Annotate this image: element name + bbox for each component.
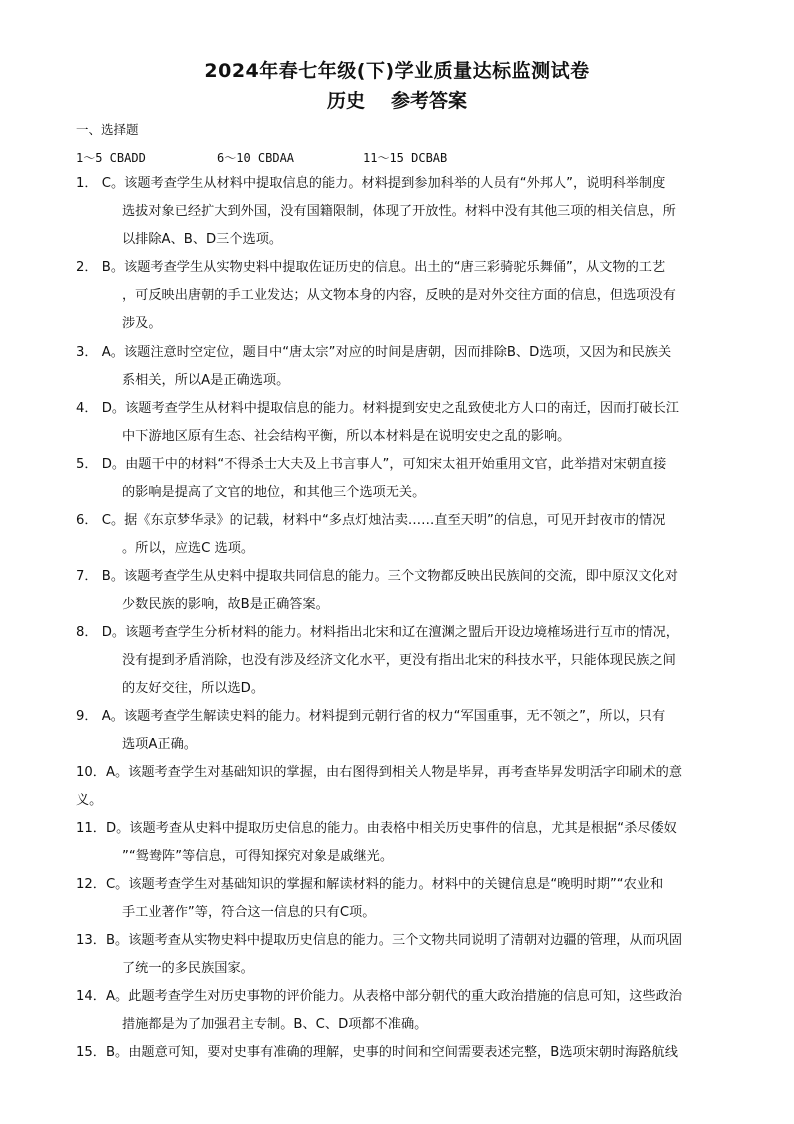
answer-item: [76, 395, 720, 451]
answer-line: ”“鸳鸯阵”等信息，可得知探究对象是戚继光。: [122, 849, 394, 865]
answer-line: 少数民族的影响，故B是正确答案。: [122, 597, 329, 613]
document-subtitle: [0, 86, 794, 113]
answer-line: 14．A。此题考查学生对历史事物的评价能力。从表格中部分朝代的重大政治措施的信息可知，这些政治: [76, 989, 683, 1004]
answer-key-group: 6～10 CBDAA: [217, 151, 295, 165]
answer-line: 7． B。该题考查学生从史料中提取共同信息的能力。三个文物都反映出民族间的交流，即中原汉文化对: [76, 569, 678, 584]
answer-item: [76, 170, 720, 255]
answer-key-group: 1～5 CBADD: [76, 151, 146, 165]
answer-line: 8． D。该题考查学生分析材料的能力。材料指出北宋和辽在澶渊之盟后开设边境榷场进行互市的情况，: [76, 625, 679, 640]
answer-line: 的影响是提高了文官的地位，和其他三个选项无关。: [122, 485, 426, 501]
answer-line: 10．A。该题考查学生对基础知识的掌握，由右图得到相关人物是毕昇，再考查毕昇发明活字印刷术的意: [76, 765, 683, 780]
answer-line: ，可反映出唐朝的手工业发达；从文物本身的内容，反映的是对外交往方面的信息，但选项没有: [122, 288, 676, 304]
answer-line: 义。: [76, 793, 103, 809]
answer-line: 3． A。该题注意时空定位，题目中“唐太宗”对应的时间是唐朝，因而排除B、D选项，又因为和民族关: [76, 345, 672, 360]
answer-item: [76, 703, 720, 759]
answer-line: 1． C。该题考查学生从材料中提取信息的能力。材料提到参加科举的人员有“外邦人”，说明科举制度: [76, 176, 666, 191]
section-heading: 一、选择题: [76, 122, 139, 137]
answer-line: 9． A。该题考查学生解读史料的能力。材料提到元朝行省的权力“军国重事，无不领之”，所以，只有: [76, 709, 666, 724]
answer-line: 的友好交往，所以选D。: [122, 681, 265, 697]
answer-item: [76, 507, 720, 563]
answer-line: 手工业著作”等，符合这一信息的只有C项。: [122, 905, 376, 921]
answer-line: 4． D。该题考查学生从材料中提取信息的能力。材料提到安史之乱致使北方人口的南迁，因而打破长江: [76, 401, 679, 416]
answer-item: [76, 983, 720, 1039]
answer-item: [76, 927, 720, 983]
answer-item: [76, 563, 720, 619]
answer-item: [76, 619, 720, 704]
answer-line: 措施都是为了加强君主专制。B、C、D项都不准确。: [122, 1017, 428, 1033]
subject-label: 历史: [326, 90, 365, 112]
answer-line: 涉及。: [122, 316, 162, 332]
answer-line: 中下游地区原有生态、社会结构平衡，所以本材料是在说明安史之乱的影响。: [122, 429, 571, 445]
answer-line: 选项A正确。: [122, 737, 197, 753]
answer-line: 12．C。该题考查学生对基础知识的掌握和解读材料的能力。材料中的关键信息是“晚明时期”“农业和: [76, 877, 664, 892]
answer-line: 13．B。该题考查从实物史料中提取历史信息的能力。三个文物共同说明了清朝对边疆的管理，从而巩固: [76, 933, 683, 948]
answer-item: [76, 871, 720, 927]
answer-line: 5． D。由题干中的材料“不得杀士大夫及上书言事人”，可知宋太祖开始重用文官，此举措对宋朝直接: [76, 457, 667, 472]
answer-item: [76, 254, 720, 339]
answer-line: 了统一的多民族国家。: [122, 961, 254, 977]
answer-line: 6． C。据《东京梦华录》的记载，材料中“多点灯烛沽卖……直至天明”的信息，可见开封夜市的情况: [76, 513, 666, 528]
answer-item: [76, 759, 720, 815]
document-title: 2024年春七年级(下)学业质量达标监测试卷: [204, 60, 590, 82]
answer-line: 。所以，应选C 选项。: [122, 541, 255, 557]
answer-item: [76, 1039, 720, 1067]
answer-line: 系相关，所以A是正确选项。: [122, 373, 290, 389]
answer-line: 15．B。由题意可知，要对史事有准确的理解，史事的时间和空间需要表述完整，B选项宋朝时海路航线: [76, 1045, 678, 1060]
answer-line: 以排除A、B、D三个选项。: [122, 232, 283, 248]
answer-key-group: 11～15 DCBAB: [363, 151, 448, 165]
answer-line: 2． B。该题考查学生从实物史料中提取佐证历史的信息。出土的“唐三彩骑驼乐舞俑”，从文物的工艺: [76, 260, 666, 275]
answer-line: 没有提到矛盾消除，也没有涉及经济文化水平，更没有指出北宋的科技水平，只能体现民族之间: [122, 653, 676, 669]
answer-key-row: [76, 149, 447, 166]
answer-item: [76, 815, 720, 871]
answer-item: [76, 339, 720, 395]
answer-label: 参考答案: [391, 90, 468, 112]
answer-line: 11．D。该题考查从史料中提取历史信息的能力。由表格中相关历史事件的信息，尤其是根据“杀尽倭奴: [76, 821, 677, 836]
answer-item: [76, 451, 720, 507]
answer-line: 选拔对象已经扩大到外国，没有国籍限制，体现了开放性。材料中没有其他三项的相关信息，所: [122, 204, 676, 220]
